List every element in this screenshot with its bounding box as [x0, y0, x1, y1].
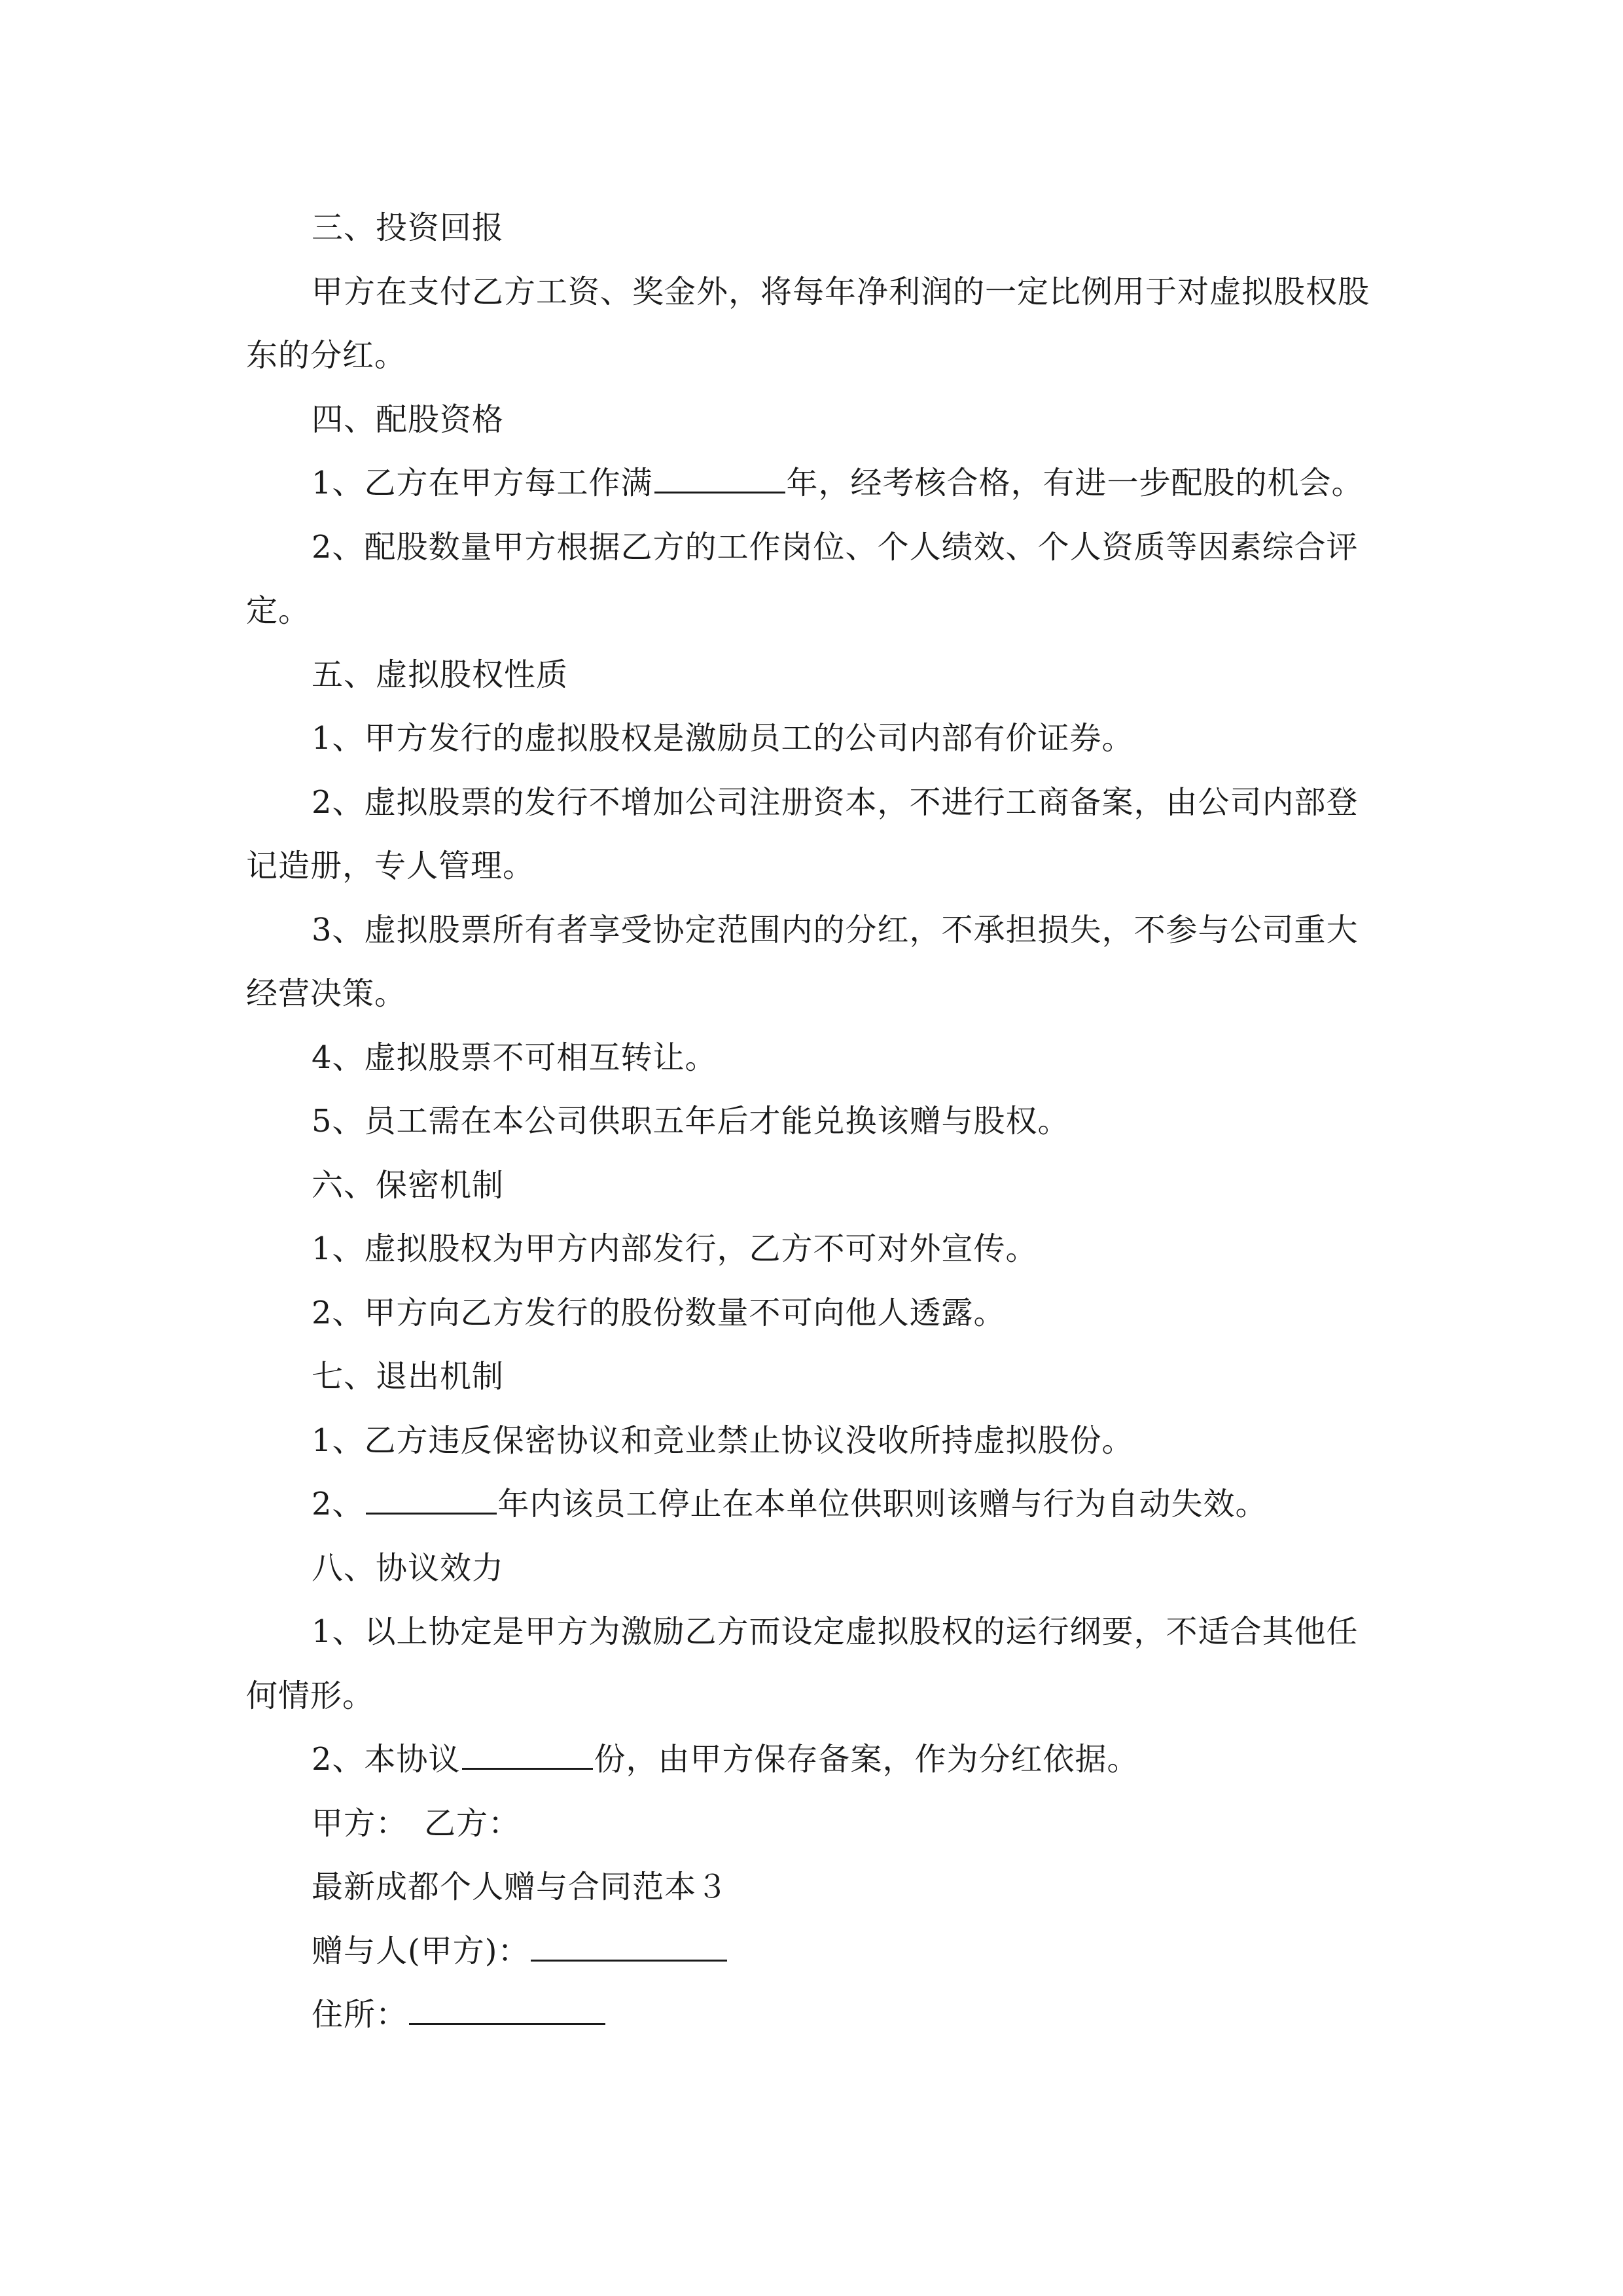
section-title-allotment-qualification: 四、配股资格 — [312, 401, 505, 438]
document-body — [246, 196, 1382, 2047]
clause-text: 2、 — [312, 1486, 365, 1522]
fill-in-blank — [654, 461, 785, 493]
address-field — [246, 1983, 1382, 2047]
donor-blank — [531, 1929, 727, 1962]
donor-field — [246, 1920, 1382, 1984]
clause-text: 年，经考核合格，有进一步配股的机会。 — [786, 465, 1364, 501]
clause-line — [246, 452, 1382, 516]
clause-line: 2、虚拟股票的发行不增加公司注册资本，不进行工商备案，由公司内部登 — [312, 783, 1359, 821]
clause-line: 1、以上协定是甲方为激励乙方而设定虚拟股权的运行纲要，不适合其他任 — [312, 1613, 1359, 1650]
section-title-investment-return: 三、投资回报 — [312, 209, 505, 246]
fill-in-blank — [462, 1738, 593, 1770]
section-title-confidentiality: 六、保密机制 — [312, 1166, 505, 1204]
address-blank — [409, 1993, 605, 2025]
section-title-exit-mechanism: 七、退出机制 — [312, 1358, 505, 1395]
clause-text: 2、本协议 — [312, 1741, 461, 1778]
clause-line: 3、虚拟股票所有者享受协定范围内的分红，不承担损失，不参与公司重大 — [312, 911, 1359, 948]
paragraph-line: 东的分红。 — [246, 337, 407, 374]
clause-text: 1、乙方在甲方每工作满 — [312, 465, 653, 501]
clause-text: 年内该员工停止在本单位供职则该赠与行为自动失效。 — [497, 1486, 1268, 1522]
clause-line: 1、虚拟股权为甲方内部发行，乙方不可对外宣传。 — [312, 1230, 1038, 1267]
clause-line: 何情形。 — [246, 1677, 375, 1714]
clause-line — [246, 1728, 1382, 1792]
clause-line: 4、虚拟股票不可相互转让。 — [312, 1039, 717, 1076]
section-title-virtual-equity-nature: 五、虚拟股权性质 — [312, 656, 569, 693]
clause-line: 1、乙方违反保密协议和竞业禁止协议没收所持虚拟股份。 — [312, 1422, 1134, 1459]
clause-line: 1、甲方发行的虚拟股权是激励员工的公司内部有价证券。 — [312, 720, 1134, 757]
clause-line: 定。 — [246, 592, 311, 629]
next-contract-title: 最新成都个人赠与合同范本３ — [312, 1869, 729, 1905]
clause-text: 份，由甲方保存备案，作为分红依据。 — [594, 1741, 1139, 1778]
donor-label: 赠与人(甲方)： — [312, 1932, 530, 1969]
clause-line: 记造册，专人管理。 — [246, 848, 535, 884]
clause-line: 经营决策。 — [246, 975, 407, 1012]
clause-line: 2、甲方向乙方发行的股份数量不可向他人透露。 — [312, 1294, 1006, 1331]
paragraph-line: 甲方在支付乙方工资、奖金外，将每年净利润的一定比例用于对虚拟股权股 — [312, 273, 1370, 310]
section-title-agreement-validity: 八、协议效力 — [312, 1549, 505, 1587]
clause-line: 2、配股数量甲方根据乙方的工作岗位、个人绩效、个人资质等因素综合评 — [312, 528, 1359, 565]
clause-line: 5、员工需在本公司供职五年后才能兑换该赠与股权。 — [312, 1103, 1070, 1139]
address-label: 住所： — [312, 1996, 408, 2033]
clause-line — [246, 1473, 1382, 1537]
signature-parties: 甲方： 乙方： — [312, 1804, 521, 1842]
fill-in-blank — [366, 1482, 497, 1515]
